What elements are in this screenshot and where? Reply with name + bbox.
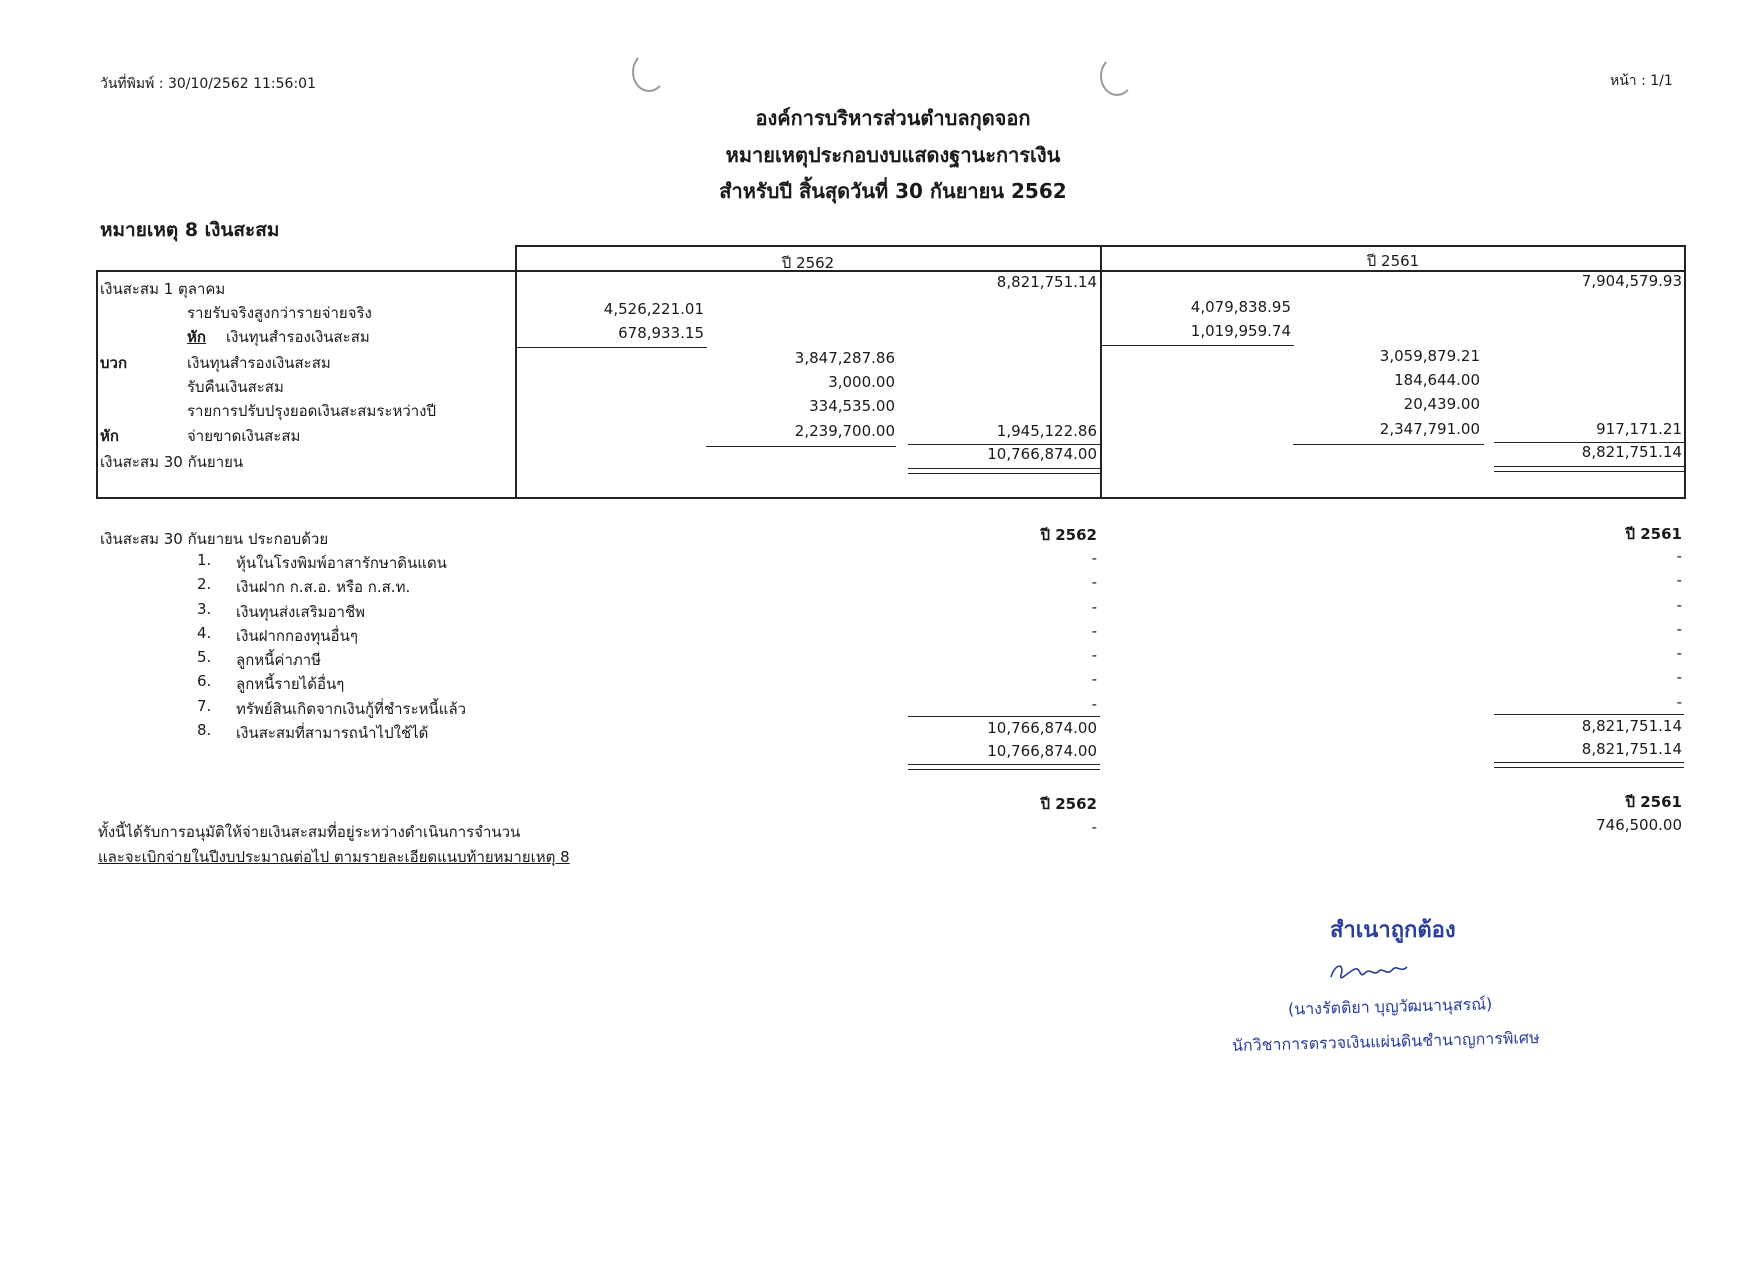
- composition-item-2561: -: [1676, 620, 1682, 638]
- composition-year-2562: ปี 2562: [1040, 526, 1097, 544]
- composition-item-2561: -: [1676, 693, 1682, 711]
- approval-year-2561: ปี 2561: [1625, 793, 1682, 811]
- composition-item-2561: -: [1676, 644, 1682, 662]
- composition-item-2562: -: [1091, 573, 1097, 591]
- composition-item-2562: -: [1091, 670, 1097, 688]
- closing-2561: 8,821,751.14: [1581, 443, 1682, 461]
- spend-2562: 2,239,700.00: [794, 422, 895, 440]
- composition-item-label: ทรัพย์สินเกิดจากเงินกู้ที่ชำระหนี้แล้ว: [236, 700, 467, 718]
- binder-hole-mark: [1100, 56, 1134, 96]
- composition-item-number: 5.: [197, 648, 212, 666]
- add-word: บวก: [100, 354, 128, 372]
- binder-hole-mark: [632, 52, 666, 92]
- reserve-2562: 3,847,287.86: [794, 349, 895, 367]
- deduct-word: หัก: [100, 427, 119, 445]
- composition-item-2561: -: [1676, 571, 1682, 589]
- composition-item-number: 6.: [197, 672, 212, 690]
- composition-item-number: 1.: [197, 551, 212, 569]
- adjust-2562: 334,535.00: [809, 397, 895, 415]
- composition-item-number: 4.: [197, 624, 212, 642]
- print-date: วันที่พิมพ์ : 30/10/2562 11:56:01: [100, 76, 316, 92]
- spend-label: จ่ายขาดเงินสะสม: [187, 427, 301, 445]
- composition-item-label: เงินฝากกองทุนอื่นๆ: [236, 627, 358, 645]
- composition-heading: เงินสะสม 30 กันยายน ประกอบด้วย: [100, 530, 329, 548]
- reserve-less-2562: 678,933.15: [618, 324, 704, 342]
- less-word: หัก: [187, 328, 206, 346]
- net-change-2561: 917,171.21: [1596, 420, 1682, 438]
- composition-item-2561: -: [1676, 668, 1682, 686]
- report-period: สำหรับปี สิ้นสุดวันที่ 30 กันยายน 2562: [719, 179, 1067, 203]
- composition-item-label: เงินสะสมที่สามารถนำไปใช้ได้: [236, 724, 429, 742]
- income-2562: 4,526,221.01: [603, 300, 704, 318]
- approval-2561: 746,500.00: [1596, 816, 1682, 834]
- composition-item-label: ลูกหนี้รายได้อื่นๆ: [236, 675, 345, 693]
- composition-item-label: หุ้นในโรงพิมพ์อาสารักษาดินแดน: [236, 554, 447, 572]
- income-2561: 4,079,838.95: [1190, 298, 1291, 316]
- year-2561-header: ปี 2561: [1366, 252, 1420, 270]
- composition-item-number: 3.: [197, 600, 212, 618]
- composition-item-label: ลูกหนี้ค่าภาษี: [236, 651, 322, 669]
- composition-item-number: 7.: [197, 697, 212, 715]
- note-title: หมายเหตุ 8 เงินสะสม: [100, 219, 280, 241]
- composition-item-2562: -: [1091, 598, 1097, 616]
- page-number: หน้า : 1/1: [1610, 73, 1673, 89]
- reserve-less-2561: 1,019,959.74: [1190, 322, 1291, 340]
- composition-item-label: เงินทุนส่งเสริมอาชีพ: [236, 603, 366, 621]
- reserve-label: เงินทุนสำรองเงินสะสม: [187, 354, 331, 372]
- composition-item-2562: -: [1091, 695, 1097, 713]
- composition-item-2561: 8,821,751.14: [1581, 717, 1682, 735]
- report-title: หมายเหตุประกอบงบแสดงฐานะการเงิน: [725, 143, 1061, 167]
- approval-line-2: และจะเบิกจ่ายในปีงบประมาณต่อไป ตามรายละเอียดแนบท้ายหมายเหตุ 8: [98, 848, 570, 866]
- organization-name: องค์การบริหารส่วนตำบลกุดจอก: [755, 106, 1031, 130]
- signer-name: (นางรัตติยา บุญวัฒนานุสรณ์): [1287, 994, 1493, 1019]
- composition-total-2562: 10,766,874.00: [987, 742, 1097, 760]
- closing-2562: 10,766,874.00: [987, 445, 1097, 463]
- approval-year-2562: ปี 2562: [1040, 795, 1097, 813]
- certified-copy-text: สำเนาถูกต้อง: [1330, 918, 1456, 943]
- composition-item-2561: -: [1676, 596, 1682, 614]
- composition-year-2561: ปี 2561: [1625, 525, 1682, 543]
- composition-item-2562: -: [1091, 622, 1097, 640]
- adjust-2561: 20,439.00: [1403, 395, 1480, 413]
- signature-icon: [1325, 955, 1415, 991]
- refund-2562: 3,000.00: [828, 373, 895, 391]
- composition-total-2561: 8,821,751.14: [1581, 740, 1682, 758]
- reserve-2561: 3,059,879.21: [1379, 347, 1480, 365]
- composition-item-label: เงินฝาก ก.ส.อ. หรือ ก.ส.ท.: [236, 578, 411, 596]
- closing-label: เงินสะสม 30 กันยายน: [100, 453, 244, 471]
- composition-item-number: 2.: [197, 575, 212, 593]
- composition-item-2562: -: [1091, 646, 1097, 664]
- income-label: รายรับจริงสูงกว่ารายจ่ายจริง: [187, 304, 372, 322]
- year-2562-header: ปี 2562: [781, 254, 835, 272]
- net-change-2562: 1,945,122.86: [996, 422, 1097, 440]
- refund-label: รับคืนเงินสะสม: [187, 378, 284, 396]
- composition-item-2561: -: [1676, 547, 1682, 565]
- opening-label: เงินสะสม 1 ตุลาคม: [100, 280, 226, 298]
- composition-item-number: 8.: [197, 721, 212, 739]
- spend-2561: 2,347,791.00: [1379, 420, 1480, 438]
- composition-item-2562: 10,766,874.00: [987, 719, 1097, 737]
- approval-2562: -: [1091, 818, 1097, 836]
- refund-2561: 184,644.00: [1394, 371, 1480, 389]
- signer-position: นักวิชาการตรวจเงินแผ่นดินชำนาญการพิเศษ: [1231, 1027, 1540, 1056]
- opening-2561: 7,904,579.93: [1581, 272, 1682, 290]
- approval-line-1: ทั้งนี้ได้รับการอนุมัติให้จ่ายเงินสะสมที่อยู่ระหว่างดำเนินการจำนวน: [98, 823, 521, 841]
- adjust-label: รายการปรับปรุงยอดเงินสะสมระหว่างปี: [187, 402, 437, 420]
- opening-2562: 8,821,751.14: [996, 273, 1097, 291]
- composition-item-2562: -: [1091, 549, 1097, 567]
- reserve-less-label: เงินทุนสำรองเงินสะสม: [226, 328, 370, 346]
